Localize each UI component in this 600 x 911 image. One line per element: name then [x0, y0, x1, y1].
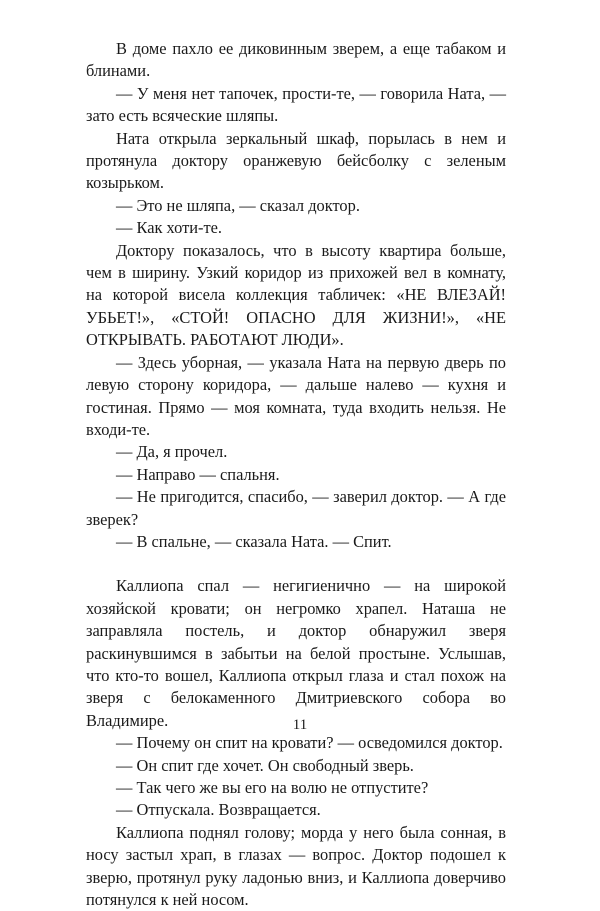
paragraph: — Здесь уборная, — указала Ната на первую дверь по левую сторону коридора, — дальше налево — кухня и гостиная. Прямо — моя комната, туда входить нельзя. Не входи-те.: [86, 352, 506, 439]
paragraph: — Направо — спальня.: [116, 464, 280, 484]
section-break: [86, 553, 506, 575]
paragraph: Каллиопа спал — негигиенично — на широкой хозяйской кровати; он негромко храпел. Наташа не заправляла постель, и доктор обнаружил зверя раскинувшимся в забытьи на белой простыне. Услышав, что кто-то вошел, Каллиопа открыл глаза и стал похож на зверя с белокаменного Дмитриевского собора во Владимире.: [86, 576, 506, 730]
book-page-text: [86, 38, 506, 911]
paragraph: — У меня нет тапочек, прости-те, — говорила Ната, — зато есть всяческие шляпы.: [86, 83, 506, 126]
paragraph: — Отпускала. Возвращается.: [116, 800, 321, 820]
paragraph: — Да, я прочел.: [116, 442, 228, 462]
paragraph: — Так чего же вы его на волю не отпустите?: [116, 778, 429, 797]
paragraph: — Почему он спит на кровати? — осведомился доктор.: [116, 733, 503, 753]
paragraph: Ната открыла зеркальный шкаф, порылась в нем и протянула доктору оранжевую бейсболку с зеленым козырьком.: [86, 128, 506, 193]
paragraph: — Как хоти-те.: [116, 218, 223, 238]
paragraph: — Не пригодится, спасибо, — заверил доктор. — А где зверек?: [86, 487, 506, 529]
paragraph: — Это не шляпа, — сказал доктор.: [116, 195, 360, 215]
paragraph: Каллиопа поднял голову; морда у него была сонная, в носу застыл храп, в глазах — вопрос. Доктор подошел к зверю, протянул руку ладонью вниз, и Каллиопа доверчиво потянулся к ней носом.: [86, 822, 506, 910]
paragraph: В доме пахло ее диковинным зверем, а еще табаком и блинами.: [86, 39, 506, 81]
paragraph: Доктору показалось, что в высоту квартира больше, чем в ширину. Узкий коридор из прихожей вел в комнату, на которой висела коллекция табличек: «НЕ ВЛЕЗАЙ! УБЬЕТ!», «СТОЙ! ОПАСНО ДЛЯ ЖИЗНИ!», «НЕ ОТКРЫВАТЬ. РАБОТАЮТ ЛЮДИ».: [86, 240, 506, 350]
page-number: 11: [292, 717, 308, 733]
paragraph: — В спальне, — сказала Ната. — Спит.: [116, 531, 392, 551]
paragraph: — Он спит где хочет. Он свободный зверь.: [116, 755, 414, 775]
